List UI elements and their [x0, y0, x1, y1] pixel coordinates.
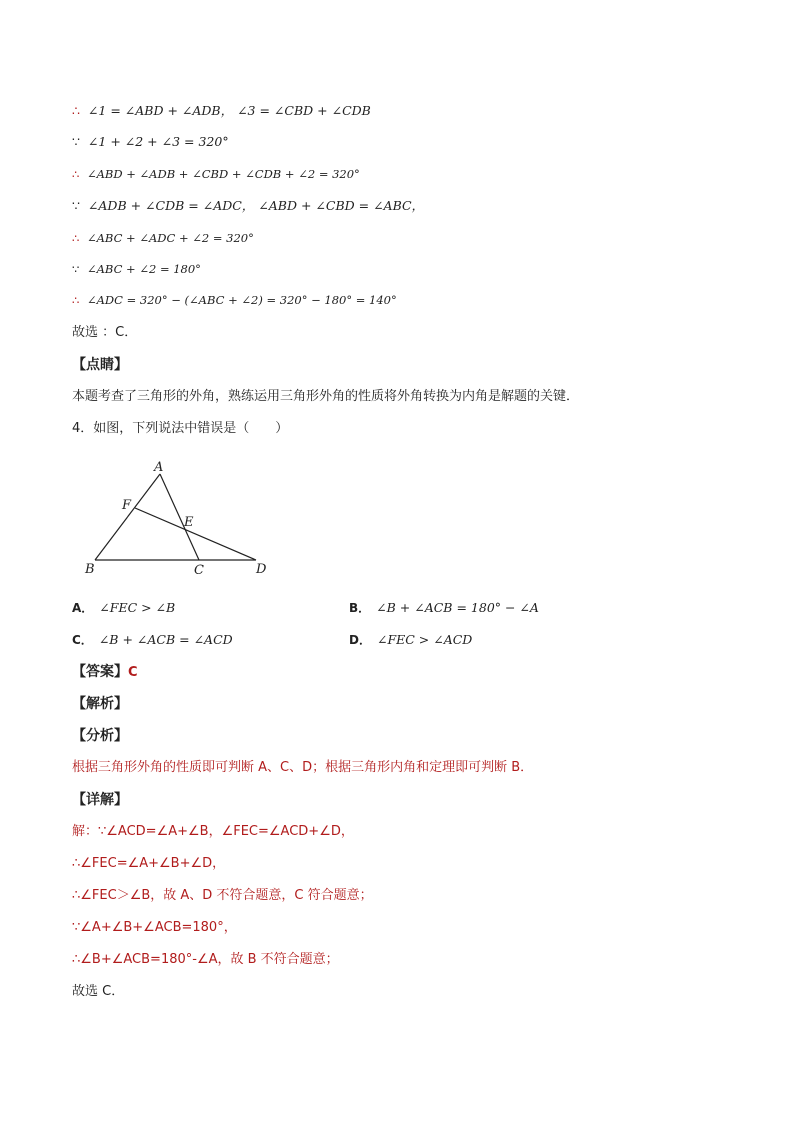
- option-B-text: ∠B + ∠ACB = 180° − ∠A: [376, 600, 539, 615]
- label-A: A: [154, 460, 164, 475]
- answer-row: [72, 663, 138, 682]
- label-B: B: [85, 562, 95, 577]
- solution-line-1: ∴ ∠1 = ∠ABD + ∠ADB， ∠3 = ∠CBD + ∠CDB: [72, 103, 371, 118]
- therefore-symbol: ∴: [72, 103, 80, 118]
- therefore-symbol: ∴: [72, 231, 80, 245]
- option-A-letter: A．: [72, 601, 94, 615]
- because-symbol: ∵: [72, 262, 80, 276]
- option-C-letter: C．: [72, 633, 93, 647]
- label-C: C: [194, 563, 204, 578]
- detail-line-5: ∴∠B+∠ACB=180°-∠A，故 B 不符合题意；: [72, 952, 339, 967]
- solution-line-2: ∵ ∠1 + ∠2 + ∠3 = 320°: [72, 134, 229, 149]
- solution-line-7: ∴ ∠ADC = 320° − (∠ABC + ∠2) = 320° − 180° = 140°: [72, 293, 397, 307]
- option-A: [72, 599, 175, 616]
- solution-line-6: ∵ ∠ABC + ∠2 = 180°: [72, 262, 201, 276]
- detail-line-2: ∴∠FEC=∠A+∠B+∠D，: [72, 856, 226, 871]
- comment-tag: 【点睛】: [72, 357, 128, 373]
- comment-text: 本题考查了三角形的外角，熟练运用三角形外角的性质将外角转换为内角是解题的关键．: [72, 389, 580, 404]
- segment-AB: [95, 474, 160, 560]
- solution-line-3: ∴ ∠ABD + ∠ADB + ∠CBD + ∠CDB + ∠2 = 320°: [72, 167, 360, 181]
- detail-line-4: ∵∠A+∠B+∠ACB=180°，: [72, 920, 237, 935]
- because-symbol: ∵: [72, 198, 80, 213]
- label-F: F: [122, 498, 132, 513]
- option-B-letter: B．: [349, 601, 371, 615]
- option-D: [349, 631, 472, 648]
- label-D: D: [256, 562, 267, 577]
- option-C: [72, 631, 233, 648]
- solution-line-4: ∵ ∠ADB + ∠CDB = ∠ADC， ∠ABD + ∠CBD = ∠ABC，: [72, 198, 425, 213]
- fenxi-tag: 【分析】: [72, 728, 128, 744]
- detail-line-3: ∴∠FEC＞∠B，故 A、D 不符合题意，C 符合题意；: [72, 888, 373, 903]
- analysis-tag: 【解析】: [72, 696, 128, 712]
- option-D-text: ∠FEC > ∠ACD: [376, 632, 473, 647]
- therefore-symbol: ∴: [72, 167, 80, 181]
- option-C-text: ∠B + ∠ACB = ∠ACD: [98, 632, 233, 647]
- fenxi-text: 根据三角形外角的性质即可判断 A、C、D；根据三角形内角和定理即可判断 B．: [72, 760, 534, 775]
- therefore-symbol: ∴: [72, 293, 80, 307]
- detail-line-1: 解：∵∠ACD=∠A+∠B，∠FEC=∠ACD+∠D，: [72, 824, 354, 839]
- detail-line-6: 故选 C．: [72, 984, 125, 999]
- detail-tag: 【详解】: [72, 792, 128, 808]
- answer-tag: 【答案】: [72, 664, 128, 680]
- option-B: [349, 599, 539, 616]
- choose-answer-prev: 故选 ：C．: [72, 325, 138, 340]
- triangle-figure: [82, 457, 282, 582]
- option-A-text: ∠FEC > ∠B: [99, 600, 176, 615]
- solution-line-5: ∴ ∠ABC + ∠ADC + ∠2 = 320°: [72, 231, 254, 245]
- question-4-stem: 4．如图，下列说法中错误是（ ）: [72, 421, 289, 436]
- because-symbol: ∵: [72, 134, 80, 149]
- label-E: E: [184, 515, 194, 530]
- answer-value: C: [128, 665, 138, 680]
- option-D-letter: D．: [349, 633, 371, 647]
